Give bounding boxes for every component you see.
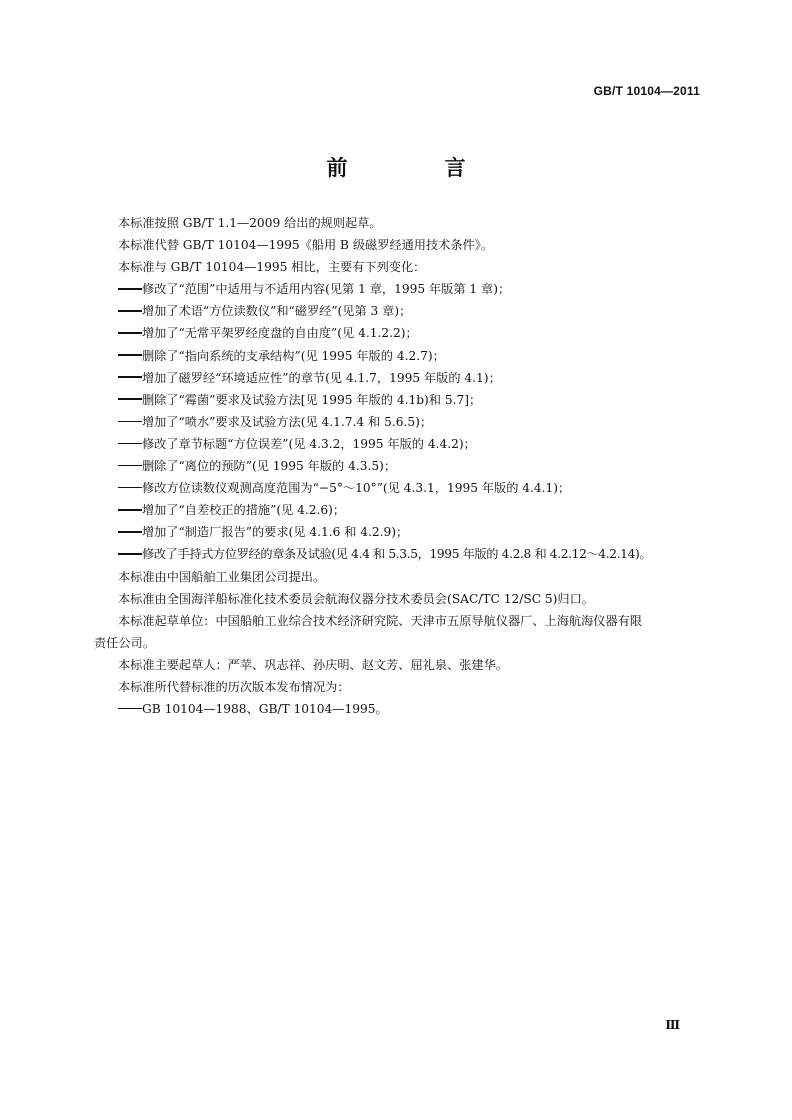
change-item-text: 删除了“指向系统的支承结构”(见 1995 年版的 4.2.7)； <box>142 348 445 363</box>
paragraph-proposer: 本标准由中国船舶工业集团公司提出。 <box>118 569 326 584</box>
change-item-text: 删除了“离位的预防”(见 1995 年版的 4.3.5)； <box>142 459 397 474</box>
change-item-text: 修改了手持式方位罗经的章条及试验(见 4.4 和 5.3.5，1995 年版的 4.2.8 和 4.2.12～4.2.14)。 <box>142 547 652 562</box>
history-item <box>94 698 702 720</box>
paragraph-drafting-units-continued: 责任公司。 <box>94 635 155 650</box>
dash-mark <box>118 553 142 555</box>
change-item <box>94 433 702 455</box>
change-item-text: 增加了“制造厂报告”的要求(见 4.1.6 和 4.2.9)； <box>142 525 409 540</box>
dash-mark <box>118 509 142 511</box>
change-item <box>94 367 702 389</box>
change-item <box>94 455 702 477</box>
change-item-text: 增加了磁罗经“环境适应性”的章节(见 4.1.7，1995 年版的 4.1)； <box>142 370 501 385</box>
dash-mark <box>118 443 142 445</box>
change-item <box>94 543 702 565</box>
change-item-text: 增加了“喷水”要求及试验方法(见 4.1.7.4 和 5.6.5)； <box>142 414 433 429</box>
change-item <box>94 278 702 300</box>
change-item-text: 增加了“自差校正的措施”(见 4.2.6)； <box>142 503 346 518</box>
dash-mark <box>118 354 142 356</box>
document-body <box>94 212 702 720</box>
dash-mark <box>118 310 142 312</box>
dash-mark <box>118 421 142 423</box>
paragraph-replacement: 本标准代替 GB/T 10104—1995《船用 B 级磁罗经通用技术条件》。 <box>118 238 494 253</box>
dash-mark <box>118 465 142 467</box>
change-item <box>94 345 702 367</box>
paragraph-committee: 本标准由全国海洋船标准化技术委员会航海仪器分技术委员会(SAC/TC 12/SC 5)归口。 <box>118 591 594 606</box>
paragraph-changes-intro: 本标准与 GB/T 10104—1995 相比，主要有下列变化： <box>118 260 426 275</box>
change-item-text: 修改了“范围”中适用与不适用内容(见第 1 章，1995 年版第 1 章)； <box>142 282 511 297</box>
paragraph-drafting-rule: 本标准按照 GB/T 1.1—2009 给出的规则起草。 <box>118 216 382 230</box>
change-item <box>94 499 702 521</box>
dash-mark <box>118 487 142 489</box>
paragraph-drafters: 本标准主要起草人：严苹、巩志祥、孙庆明、赵文芳、屈礼泉、张建华。 <box>118 657 508 672</box>
change-item <box>94 411 702 433</box>
dash-mark <box>118 531 142 533</box>
change-item-text: 增加了“无常平架罗经度盘的自由度”(见 4.1.2.2)； <box>142 326 418 341</box>
dash-mark <box>118 708 142 710</box>
page-title: 前 言 <box>326 156 504 180</box>
change-item <box>94 389 702 411</box>
change-item-text: 修改方位读数仪观测高度范围为“−5°～10°”(见 4.3.1，1995 年版的 4.4.1)； <box>142 481 571 496</box>
dash-mark <box>118 376 142 378</box>
paragraph-drafting-units: 本标准起草单位：中国船舶工业综合技术经济研究院、天津市五原导航仪器厂、上海航海仪器有限 <box>118 613 643 628</box>
change-item-text: 修改了章节标题“方位误差”(见 4.3.2，1995 年版的 4.4.2)； <box>142 436 476 451</box>
standard-code: GB/T 10104—2011 <box>593 84 700 98</box>
dash-mark <box>118 332 142 334</box>
history-item-text: GB 10104—1988、GB/T 10104—1995。 <box>142 702 388 717</box>
page-number: Ⅲ <box>665 1018 680 1032</box>
change-item <box>94 521 702 543</box>
change-item-text: 删除了“霉菌”要求及试验方法[见 1995 年版的 4.1b)和 5.7]； <box>142 392 482 407</box>
dash-mark <box>118 398 142 400</box>
change-item <box>94 477 702 499</box>
change-item <box>94 322 702 344</box>
paragraph-history-intro: 本标准所代替标准的历次版本发布情况为： <box>118 679 350 694</box>
dash-mark <box>118 288 142 290</box>
change-item <box>94 300 702 322</box>
change-item-text: 增加了术语“方位读数仪”和“磁罗经”(见第 3 章)； <box>142 304 412 319</box>
